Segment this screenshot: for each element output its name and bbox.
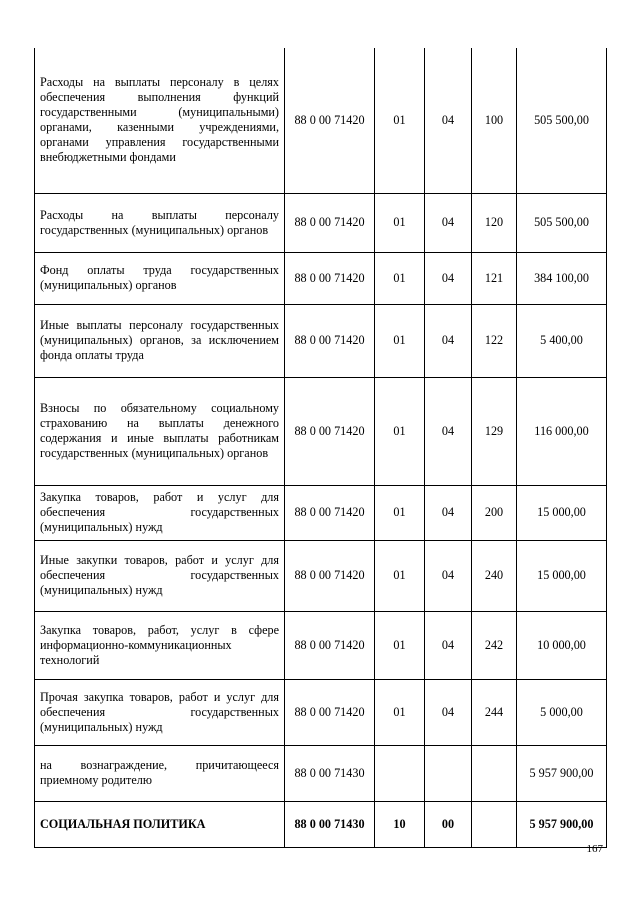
expense-type-code: 200 <box>472 485 517 540</box>
expense-name: на вознаграждение, причитающееся приемному родителю <box>35 745 285 801</box>
target-article-code: 88 0 00 71420 <box>285 252 375 304</box>
section-code: 01 <box>375 611 425 679</box>
subsection-code: 04 <box>425 540 472 611</box>
expense-type-code: 120 <box>472 193 517 252</box>
amount: 5 957 900,00 <box>517 801 607 847</box>
amount: 15 000,00 <box>517 540 607 611</box>
target-article-code: 88 0 00 71420 <box>285 611 375 679</box>
subsection-code: 04 <box>425 377 472 485</box>
target-article-code: 88 0 00 71420 <box>285 377 375 485</box>
amount: 116 000,00 <box>517 377 607 485</box>
subsection-code: 04 <box>425 193 472 252</box>
expense-name: Фонд оплаты труда государственных (муниципальных) органов <box>35 252 285 304</box>
table-row <box>35 304 607 377</box>
expense-name: Расходы на выплаты персоналу в целях обеспечения выполнения функций государственными (муниципальными) органами, казенными учреждениями, органами управления государственными внебюджетными фондами <box>35 48 285 193</box>
table-row <box>35 745 607 801</box>
table-row <box>35 252 607 304</box>
expense-type-code: 100 <box>472 48 517 193</box>
section-code: 01 <box>375 377 425 485</box>
table-row <box>35 48 607 193</box>
target-article-code: 88 0 00 71420 <box>285 193 375 252</box>
target-article-code: 88 0 00 71420 <box>285 679 375 745</box>
expense-type-code <box>472 745 517 801</box>
expense-type-code: 129 <box>472 377 517 485</box>
target-article-code: 88 0 00 71420 <box>285 485 375 540</box>
target-article-code: 88 0 00 71430 <box>285 801 375 847</box>
expense-name: Прочая закупка товаров, работ и услуг для обеспечения государственных (муниципальных) нужд <box>35 679 285 745</box>
amount: 505 500,00 <box>517 48 607 193</box>
target-article-code: 88 0 00 71420 <box>285 48 375 193</box>
expense-name: Расходы на выплаты персоналу государственных (муниципальных) органов <box>35 193 285 252</box>
budget-table <box>34 48 607 848</box>
expense-name: Взносы по обязательному социальному страхованию на выплаты денежного содержания и иные выплаты работникам государственных (муниципальных) органов <box>35 377 285 485</box>
amount: 15 000,00 <box>517 485 607 540</box>
amount: 10 000,00 <box>517 611 607 679</box>
page-number: 167 <box>586 843 603 855</box>
table-row <box>35 679 607 745</box>
expense-type-code: 244 <box>472 679 517 745</box>
table-row <box>35 611 607 679</box>
expense-name: Закупка товаров, работ, услуг в сфере информационно-коммуникационных технологий <box>35 611 285 679</box>
target-article-code: 88 0 00 71420 <box>285 304 375 377</box>
section-code: 01 <box>375 193 425 252</box>
subsection-code: 00 <box>425 801 472 847</box>
section-code: 01 <box>375 252 425 304</box>
table-row <box>35 377 607 485</box>
section-code: 01 <box>375 540 425 611</box>
subsection-code: 04 <box>425 48 472 193</box>
expense-type-code <box>472 801 517 847</box>
section-code: 01 <box>375 485 425 540</box>
section-code: 01 <box>375 679 425 745</box>
amount: 5 000,00 <box>517 679 607 745</box>
subsection-code: 04 <box>425 252 472 304</box>
expense-name: Иные выплаты персоналу государственных (муниципальных) органов, за исключением фонда оплаты труда <box>35 304 285 377</box>
expense-type-code: 242 <box>472 611 517 679</box>
expense-name: Закупка товаров, работ и услуг для обеспечения государственных (муниципальных) нужд <box>35 485 285 540</box>
target-article-code: 88 0 00 71420 <box>285 540 375 611</box>
subsection-code <box>425 745 472 801</box>
table-row <box>35 540 607 611</box>
table-row <box>35 801 607 847</box>
section-code: 01 <box>375 48 425 193</box>
expense-type-code: 240 <box>472 540 517 611</box>
expense-type-code: 122 <box>472 304 517 377</box>
section-code: 01 <box>375 304 425 377</box>
section-code: 10 <box>375 801 425 847</box>
expense-name: Иные закупки товаров, работ и услуг для обеспечения государственных (муниципальных) нужд <box>35 540 285 611</box>
expense-name: СОЦИАЛЬНАЯ ПОЛИТИКА <box>35 801 285 847</box>
amount: 384 100,00 <box>517 252 607 304</box>
subsection-code: 04 <box>425 304 472 377</box>
amount: 505 500,00 <box>517 193 607 252</box>
target-article-code: 88 0 00 71430 <box>285 745 375 801</box>
expense-type-code: 121 <box>472 252 517 304</box>
section-code <box>375 745 425 801</box>
table-row <box>35 193 607 252</box>
amount: 5 957 900,00 <box>517 745 607 801</box>
subsection-code: 04 <box>425 679 472 745</box>
table-row <box>35 485 607 540</box>
subsection-code: 04 <box>425 485 472 540</box>
subsection-code: 04 <box>425 611 472 679</box>
amount: 5 400,00 <box>517 304 607 377</box>
